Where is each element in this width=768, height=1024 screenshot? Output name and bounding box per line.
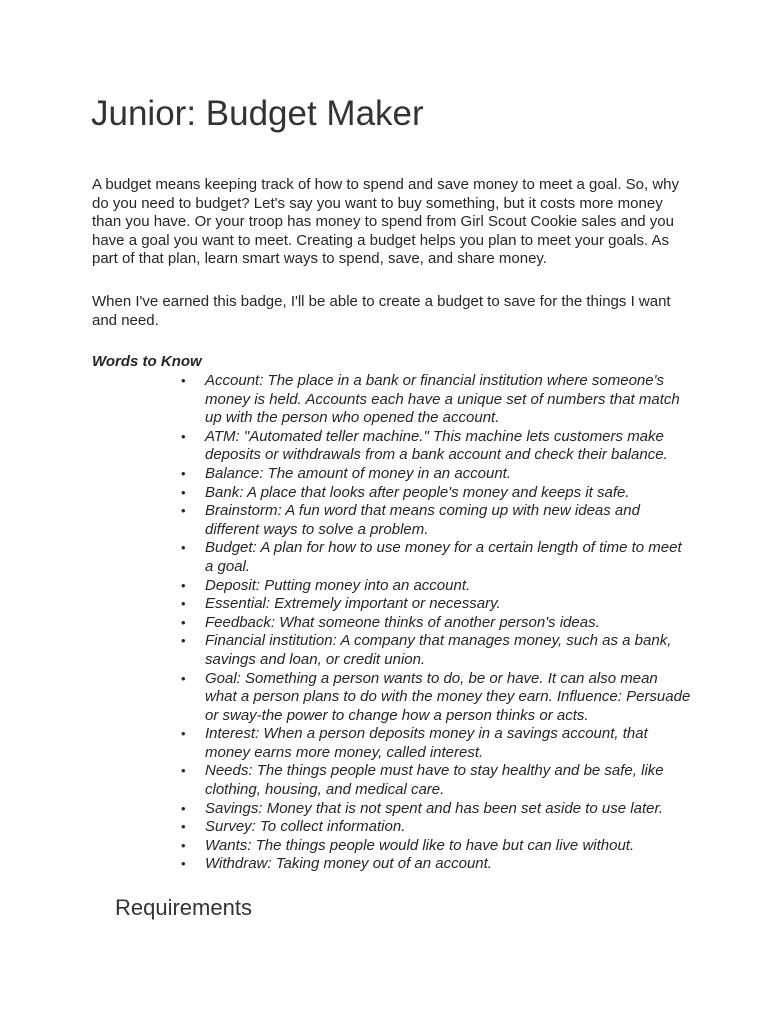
term-text: Interest: When a person deposits money in a savings account, that money earns more money, called interest. (205, 725, 648, 761)
bullet-icon: • (181, 596, 186, 612)
term-text: Feedback: What someone thinks of another person's ideas. (205, 613, 600, 631)
term-text: Withdraw: Taking money out of an account. (205, 855, 492, 873)
term-text: Account: The place in a bank or financial institution where someone's money is held. Accounts each have a unique set of numbers that match up with the person who opened the account. (205, 372, 680, 427)
term-text: Financial institution: A company that manages money, such as a bank, savings and loan, or credit union. (205, 632, 672, 668)
badge-goal-paragraph: When I've earned this badge, I'll be able to create a budget to save for the things I want and need. (92, 293, 671, 329)
term-text: Savings: Money that is not spent and has been set aside to use later. (205, 799, 664, 817)
bullet-icon: • (181, 577, 186, 593)
page-title: Junior: Budget Maker (91, 94, 424, 133)
term-text: Brainstorm: A fun word that means coming up with new ideas and different ways to solve a problem. (205, 502, 640, 538)
term-text: Budget: A plan for how to use money for a certain length of time to meet a goal. (205, 539, 682, 575)
bullet-icon: • (181, 484, 186, 500)
list-item (181, 372, 691, 428)
list-item (181, 855, 691, 874)
bullet-icon: • (181, 373, 186, 388)
bullet-icon: • (181, 819, 186, 835)
term-text: Bank: A place that looks after people's money and keeps it safe. (205, 483, 630, 501)
list-item (181, 464, 691, 484)
term-text: Needs: The things people must have to stay healthy and be safe, like clothing, housing, and medical care. (205, 762, 664, 799)
list-item (181, 762, 691, 799)
list-item (181, 725, 691, 762)
list-item (181, 595, 691, 614)
bullet-icon: • (181, 800, 186, 816)
terms-list (181, 372, 691, 874)
term-text: Survey: To collect information. (205, 818, 406, 836)
list-item (181, 539, 691, 576)
intro-paragraph: A budget means keeping track of how to spend and save money to meet a goal. So, why do you need to budget? Let's say you want to buy something, but it costs more money than you have. Or your troop has money to spend from Girl Scout Cookie sales and you have a goal you want to meet. Creating a budget helps you plan to meet your goals. As part of that plan, learn smart ways to spend, save, and share money. (92, 176, 680, 268)
bullet-icon: • (181, 428, 186, 444)
list-item (181, 502, 691, 539)
bullet-icon: • (181, 837, 186, 853)
term-text: Deposit: Putting money into an account. (205, 576, 471, 594)
list-item (181, 632, 691, 669)
bullet-icon: • (181, 614, 186, 630)
list-item (181, 576, 691, 596)
bullet-icon: • (181, 465, 186, 481)
bullet-icon: • (181, 540, 186, 556)
bullet-icon: • (181, 633, 186, 649)
bullet-icon: • (181, 670, 186, 686)
term-text: Essential: Extremely important or necessary. (205, 595, 501, 613)
list-item (181, 836, 691, 856)
list-item (181, 427, 691, 465)
term-text: ATM: "Automated teller machine." This machine lets customers make deposits or withdrawals from a bank account and check their balance. (205, 427, 668, 464)
list-item (181, 483, 691, 503)
bullet-icon: • (181, 503, 186, 519)
list-item (181, 818, 691, 837)
list-item (181, 799, 691, 819)
bullet-icon: • (181, 856, 186, 872)
bullet-icon: • (181, 763, 186, 779)
term-text: Goal: Something a person wants to do, be or have. It can also mean what a person plans to do with the money they earn. Influence: Persuade or sway-the power to change how a person thinks or acts. (205, 669, 691, 724)
list-item (181, 669, 691, 726)
requirements-heading: Requirements (115, 895, 252, 920)
words-to-know-heading: Words to Know (92, 353, 202, 370)
term-text: Wants: The things people would like to have but can live without. (205, 836, 635, 854)
list-item (181, 613, 691, 633)
term-text: Balance: The amount of money in an account. (205, 464, 512, 482)
bullet-icon: • (181, 726, 186, 742)
